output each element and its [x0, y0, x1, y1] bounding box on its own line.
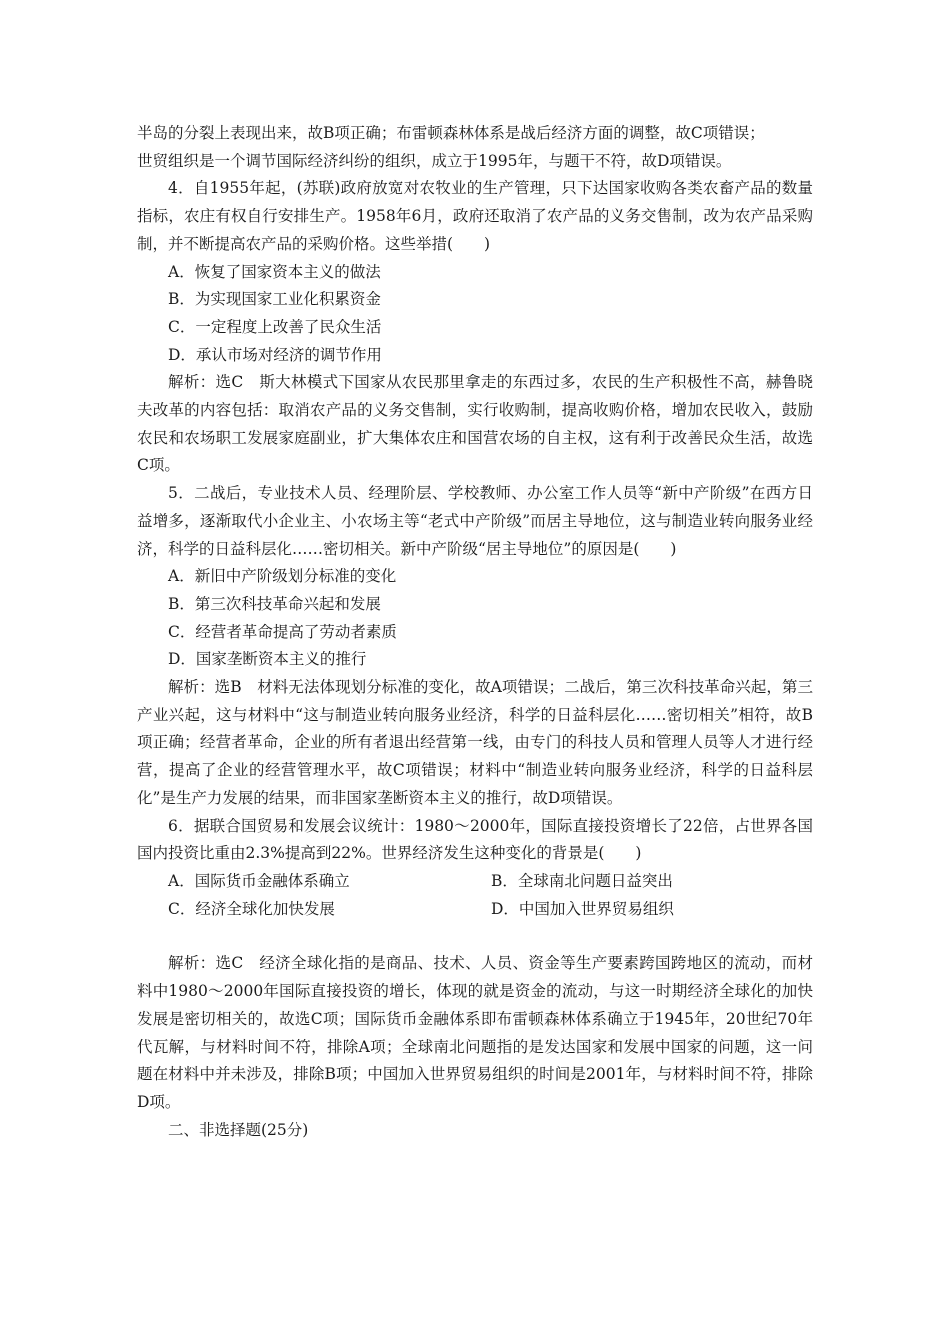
q6-options-row-1 — [137, 868, 813, 896]
q6-stem: 6．据联合国贸易和发展会议统计：1980～2000年，国际直接投资增长了22倍，占世界各国国内投资比重由2.3%提高到22%。世界经济发生这种变化的背景是( ) — [137, 816, 813, 863]
q5-option-c: C．经营者革命提高了劳动者素质 — [168, 622, 397, 641]
q4-stem: 4．自1955年起，(苏联)政府放宽对农牧业的生产管理，只下达国家收购各类农畜产品的数量指标，农庄有权自行安排生产。1958年6月，政府还取消了农产品的义务交售制，改为农产品采购制，并不断提高农产品的采购价格。这些举措( ) — [137, 179, 813, 253]
q3-analysis-line-1: 半岛的分裂上表现出来，故B项正确；布雷顿森林体系是战后经济方面的调整，故C项错误； — [137, 124, 765, 142]
q6-option-d: D．中国加入世界贸易组织 — [491, 899, 674, 918]
q5-option-b: B．第三次科技革命兴起和发展 — [168, 594, 381, 613]
page-content — [137, 120, 813, 1144]
q6-options-row-2 — [137, 896, 813, 924]
q4-option-d: D．承认市场对经济的调节作用 — [168, 345, 382, 364]
q6-option-a: A．国际货币金融体系确立 — [168, 871, 350, 890]
q4-option-b: B．为实现国家工业化积累资金 — [168, 290, 381, 309]
section-2-heading: 二、非选择题(25分) — [168, 1120, 309, 1139]
q6-analysis: 解析：选C 经济全球化指的是商品、技术、人员、资金等生产要素跨国跨地区的流动，而材料中1980～2000年国际直接投资的增长，体现的就是资金的流动，与这一时期经济全球化的加快发展是密切相关的，故选C项；国际货币金融体系即布雷顿森林体系确立于1945年，20世纪70年代瓦解，与材料时间不符，排除A项；全球南北问题指的是发达国家和发展中国家的问题，这一问题在材料中并未涉及，排除B项；中国加入世界贸易组织的时间是2001年，与材料时间不符，排除D项。 — [137, 954, 813, 1111]
q3-analysis-line-2: 世贸组织是一个调节国际经济纠纷的组织，成立于1995年，与题干不符，故D项错误。 — [137, 151, 732, 170]
q6-option-c: C．经济全球化加快发展 — [168, 899, 335, 918]
q5-stem: 5．二战后，专业技术人员、经理阶层、学校教师、办公室工作人员等“新中产阶级”在西方日益增多，逐渐取代小企业主、小农场主等“老式中产阶级”而居主导地位，这与制造业转向服务业经济，科学的日益科层化……密切相关。新中产阶级“居主导地位”的原因是( ) — [137, 484, 813, 558]
q5-option-a: A．新旧中产阶级划分标准的变化 — [168, 567, 397, 586]
q5-analysis: 解析：选B 材料无法体现划分标准的变化，故A项错误；二战后，第三次科技革命兴起，第三产业兴起，这与材料中“这与制造业转向服务业经济，科学的日益科层化……密切相关”相符，故B项正确；经营者革命，企业的所有者退出经营第一线，由专门的科技人员和管理人员等人才进行经营，提高了企业的经营管理水平，故C项错误；材料中“制造业转向服务业经济，科学的日益科层化”是生产力发展的结果，而非国家垄断资本主义的推行，故D项错误。 — [137, 678, 813, 807]
q4-option-a: A．恢复了国家资本主义的做法 — [168, 262, 381, 281]
q4-option-c: C．一定程度上改善了民众生活 — [168, 317, 382, 336]
q4-analysis: 解析：选C 斯大林模式下国家从农民那里拿走的东西过多，农民的生产积极性不高，赫鲁晓夫改革的内容包括：取消农产品的义务交售制，实行收购制，提高收购价格，增加农民收入，鼓励农民和农场职工发展家庭副业，扩大集体农庄和国营农场的自主权，这有利于改善民众生活，故选C项。 — [137, 373, 813, 475]
spacer — [137, 923, 813, 950]
q6-option-b: B．全球南北问题日益突出 — [491, 871, 673, 890]
q5-option-d: D．国家垄断资本主义的推行 — [168, 650, 367, 669]
